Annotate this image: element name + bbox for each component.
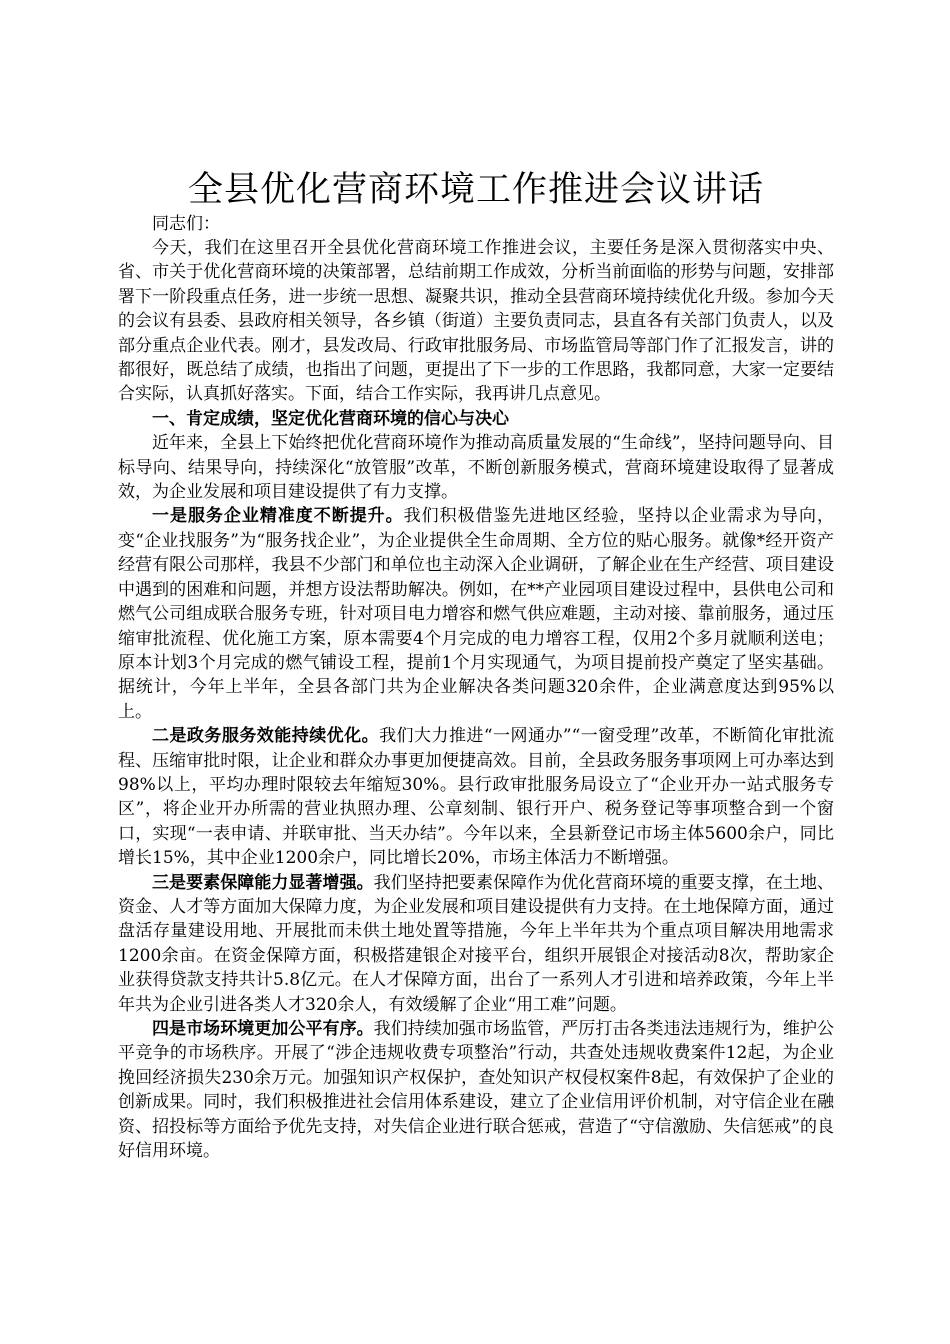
section-heading: 一、肯定成绩，坚定优化营商环境的信心与决心 [152,408,509,429]
section-intro-paragraph: 近年来，全县上下始终把优化营商环境作为推动高质量发展的“生命线”，坚持问题导向、目标导向、结果导向，持续深化“放管服”改革，不断创新服务模式，营商环境建设取得了显著成效，为企业发展和项目建设提供了有力支撑。 [118,433,834,503]
point-lead-4: 四是市场环境更加公平有序。 [152,1019,374,1039]
point-lead-2: 二是政务服务效能持续优化。 [152,726,380,747]
point-body-4: 我们持续加强市场监管，严厉打击各类违法违规行为，维护公平竞争的市场秩序。开展了“涉企违规收费专项整治”行动，共查处违规收费案件12起，为企业挽回经济损失230余万元。加强知识产权保护，查处知识产权侵权案件8起，有效保护了企业的创新成果。同时，我们积极推进社会信用体系建设，建立了企业信用评价机制，对守信企业在融资、招投标等方面给予优先支持，对失信企业进行联合惩戒，营造了“守信激励、失信惩戒”的良好信用环境。 [118,1019,835,1162]
greeting: 同志们： [152,214,220,234]
point-lead-1: 一是服务企业精准度不断提升。 [152,506,404,527]
point-body-3: 我们坚持把要素保障作为优化营商环境的重要支撑，在土地、资金、人才等方面加大保障力度，为企业发展和项目建设提供有力支持。在土地保障方面，通过盘活存量建设用地、开展批而未供土地处置等措施，今年上半年共为个重点项目解决用地需求1200余亩。在资金保障方面，积极搭建银企对接平台，组织开展银企对接活动8次，帮助家企业获得贷款支持共计5.8亿元。在人才保障方面，出台了一系列人才引进和培养政策，今年上半年共为企业引进各类人才320余人，有效缓解了企业“用工难”问题。 [118,872,835,1015]
point-paragraph-4 [118,1017,834,1163]
point-lead-3: 三是要素保障能力显著增强。 [152,872,374,893]
point-body-1: 我们积极借鉴先进地区经验，坚持以企业需求为导向，变“企业找服务”为“服务找企业”，为企业提供全生命周期、全方位的贴心服务。就像*经开资产经营有限公司那样，我县不少部门和单位也主动深入企业调研，了解企业在生产经营、项目建设中遇到的困难和问题，并想方设法帮助解决。例如，在**产业园项目建设过程中，县供电公司和燃气公司组成联合服务专班，针对项目电力增容和燃气供应难题，主动对接、靠前服务，通过压缩审批流程、优化施工方案，原本需要4个月完成的电力增容工程，仅用2个多月就顺利送电；原本计划3个月完成的燃气铺设工程，提前1个月实现通气，为项目提前投产奠定了坚实基础。据统计，今年上半年，全县各部门共为企业解决各类问题320余件，企业满意度达到95%以上。 [118,506,835,722]
point-body-2: 我们大力推进“一网通办”“一窗受理”改革，不断简化审批流程、压缩审批时限，让企业和群众办事更加便捷高效。目前，全县政务服务事项网上可办率达到98%以上，平均办理时限较去年缩短30%。县行政审批服务局设立了“企业开办一站式服务专区”，将企业开办所需的营业执照办理、公章刻制、银行开户、税务登记等事项整合到一个窗口，实现“一表申请、并联审批、当天办结”。今年以来，全县新登记市场主体5600余户，同比增长15%，其中企业1200余户，同比增长20%，市场主体活力不断增强。 [118,726,834,869]
intro-paragraph: 今天，我们在这里召开全县优化营商环境工作推进会议，主要任务是深入贯彻落实中央、省、市关于优化营商环境的决策部署，总结前期工作成效，分析当前面临的形势与问题，安排部署下一阶段重点任务，进一步统一思想、凝聚共识，推动全县营商环境持续优化升级。参加今天的会议有县委、县政府相关领导，各乡镇（街道）主要负责同志，县直各有关部门负责人，以及部分重点企业代表。刚才，县发改局、行政审批服务局、市场监管局等部门作了汇报发言，讲的都很好，既总结了成绩，也指出了问题，更提出了下一步的工作思路，我都同意，大家一定要结合实际，认真抓好落实。下面，结合工作实际，我再讲几点意见。 [118,238,834,405]
point-paragraph-2 [118,724,834,870]
document-title: 全县优化营商环境工作推进会议讲话 [187,170,764,210]
point-paragraph-3 [118,871,834,1017]
point-paragraph-1 [118,504,834,724]
document-page [118,168,834,1163]
